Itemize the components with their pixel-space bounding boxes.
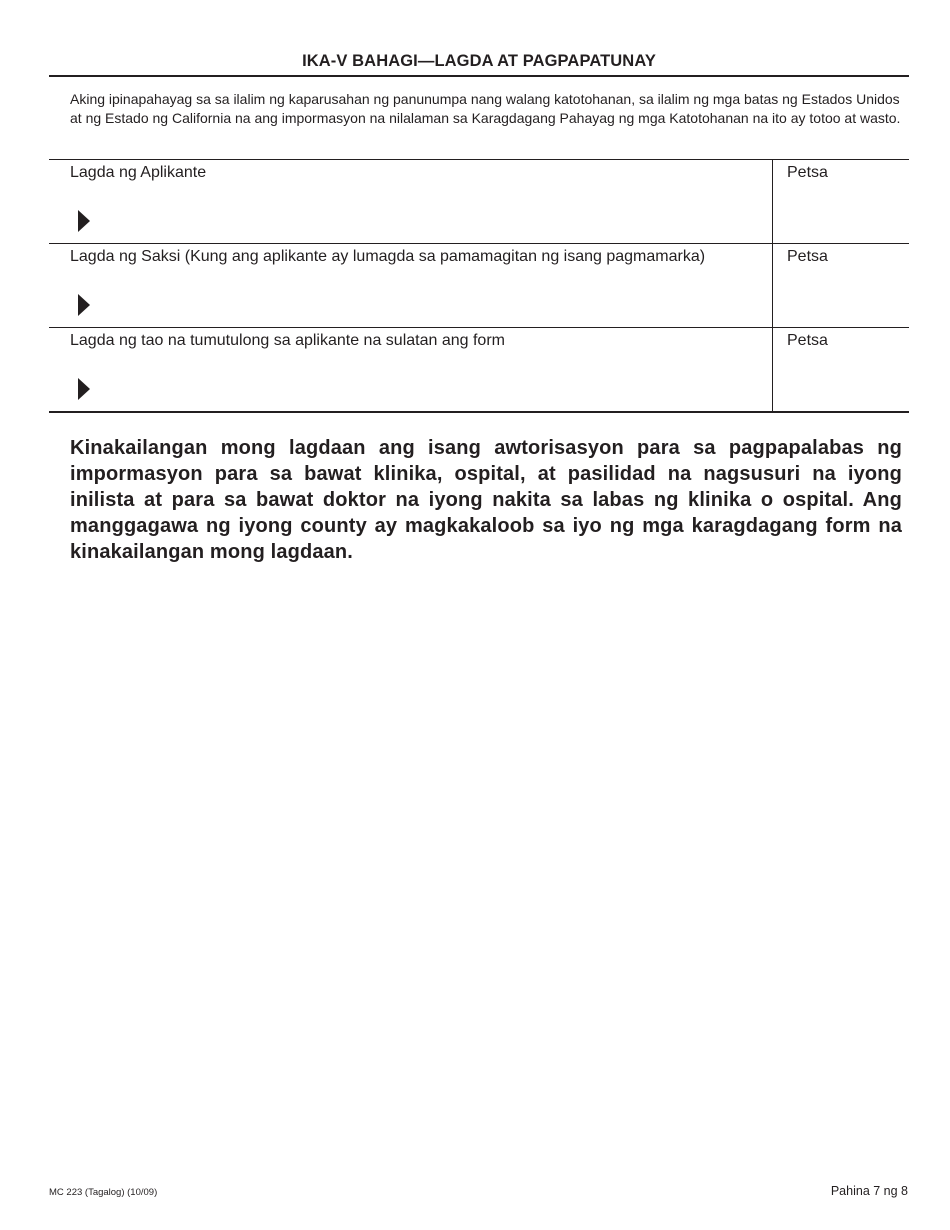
- witness-signature-field[interactable]: [49, 244, 773, 327]
- section-divider: [49, 75, 909, 77]
- declaration-text: Aking ipinapahayag sa sa ilalim ng kaparusahan ng panunumpa nang walang katotohanan, sa ilalim ng mga batas ng Estados Unidos at ng Estado ng California na ang impormasyon na nilalaman sa Karagdagang Pahayag ng mga Katotohanan na ito ay totoo at wasto.: [70, 91, 901, 126]
- form-id: MC 223 (Tagalog) (10/09): [49, 1187, 158, 1198]
- signature-row-helper: [49, 328, 909, 411]
- section-title: IKA-V BAHAGI—LAGDA AT PAGPAPATUNAY: [302, 52, 656, 70]
- witness-signature-label: Lagda ng Saksi (Kung ang aplikante ay lumagda sa pamamagitan ng isang pagmamarka): [70, 248, 706, 265]
- sign-here-arrow-icon: [78, 210, 90, 232]
- page-number: Pahina 7 ng 8: [830, 1184, 908, 1198]
- helper-signature-field[interactable]: [49, 328, 773, 411]
- helper-date-field[interactable]: [773, 328, 909, 411]
- signature-row-applicant: [49, 160, 909, 244]
- witness-date-field[interactable]: [773, 244, 909, 327]
- witness-date-label: Petsa: [787, 248, 828, 265]
- sign-here-arrow-icon: [78, 378, 90, 400]
- signature-row-witness: [49, 244, 909, 328]
- applicant-signature-field[interactable]: [49, 160, 773, 243]
- authorization-notice: Kinakailangan mong lagdaan ang isang awtorisasyon para sa pagpapalabas ng impormasyon para sa bawat klinika, ospital, at pasilidad na nagsusuri na iyong inilista at para sa bawat doktor na iyong nakita sa labas ng klinika o ospital. Ang manggagawa ng iyong county ay magkakaloob sa iyo ng mga karagdagang form na kinakailangan mong lagdaan.: [70, 437, 902, 563]
- applicant-date-field[interactable]: [773, 160, 909, 243]
- sign-here-arrow-icon: [78, 294, 90, 316]
- applicant-signature-label: Lagda ng Aplikante: [70, 164, 207, 181]
- applicant-date-label: Petsa: [787, 164, 828, 181]
- helper-date-label: Petsa: [787, 332, 828, 349]
- signature-table: [49, 159, 909, 413]
- helper-signature-label: Lagda ng tao na tumutulong sa aplikante na sulatan ang form: [70, 332, 505, 349]
